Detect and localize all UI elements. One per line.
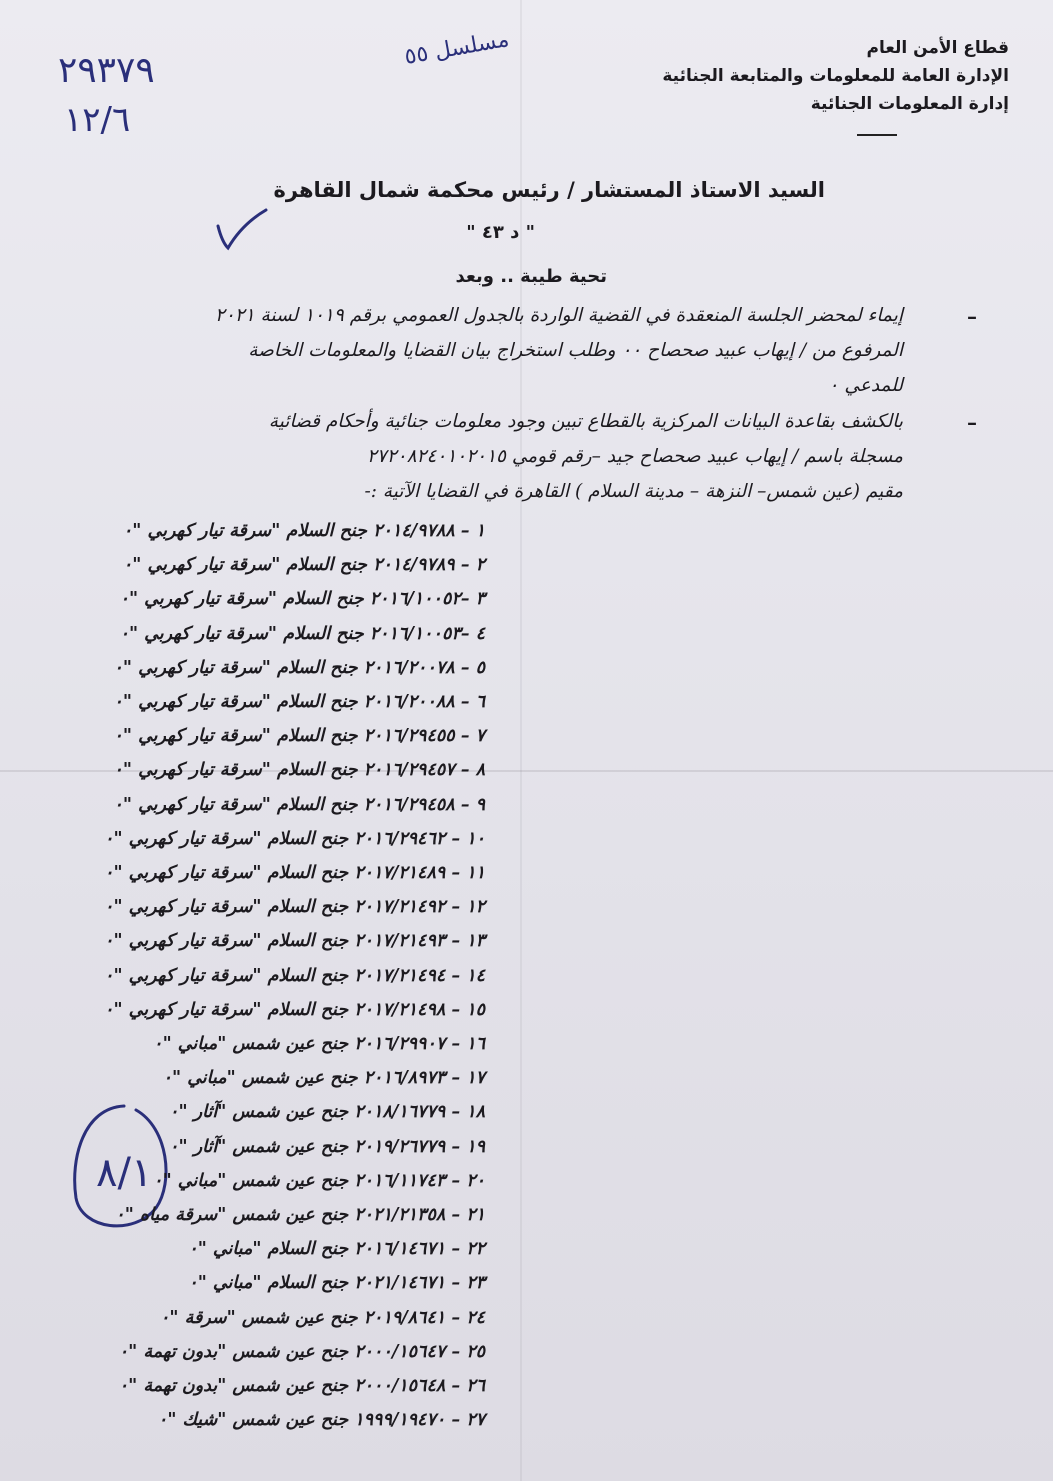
case-item: ٢٤ – ٢٠١٩/٨٦٤١ جنح عين شمس "سرقة "٠ xyxy=(159,1307,485,1328)
case-item: ٢٥ – ٢٠٠٠/١٥٦٤٧ جنح عين شمس "بدون تهمة "٠ xyxy=(118,1341,485,1362)
case-item: ١٠ – ٢٠١٦/٢٩٤٦٢ جنح السلام "سرقة تيار كهربي "٠ xyxy=(104,828,485,849)
handwritten-number: ٢٩٣٧٩ xyxy=(58,50,155,91)
case-item: ٢ – ٢٠١٤/٩٧٨٩ جنح السلام "سرقة تيار كهربي "٠ xyxy=(122,555,485,576)
reference-code: " د ٤٣ " xyxy=(466,222,535,243)
case-item: ٢٣ – ٢٠٢١/١٤٦٧١ جنح السلام "مباني "٠ xyxy=(188,1273,485,1294)
case-item: ٢٦ – ٢٠٠٠/١٥٦٤٨ جنح عين شمس "بدون تهمة "٠ xyxy=(118,1376,485,1397)
letterhead-department: إدارة المعلومات الجنائية xyxy=(810,94,1009,114)
case-item: ٧ – ٢٠١٦/٢٩٤٥٥ جنح السلام "سرقة تيار كهربي "٠ xyxy=(113,726,485,747)
case-item: ٥ – ٢٠١٦/٢٠٠٧٨ جنح السلام "سرقة تيار كهربي "٠ xyxy=(113,657,485,678)
case-item: ١١ – ٢٠١٧/٢١٤٨٩ جنح السلام "سرقة تيار كهربي "٠ xyxy=(104,863,485,884)
handwritten-check-icon xyxy=(212,204,272,254)
case-item: ١٨ – ٢٠١٨/١٦٧٧٩ جنح عين شمس "آثار "٠ xyxy=(169,1102,485,1123)
bullet-dash: – xyxy=(967,304,977,328)
paragraph-line: للمدعي ٠ xyxy=(828,375,903,396)
letterhead-sector: قطاع الأمن العام xyxy=(866,38,1009,58)
handwritten-circled-text: ٨/١ xyxy=(96,1150,153,1196)
case-item: ٦ – ٢٠١٦/٢٠٠٨٨ جنح السلام "سرقة تيار كهربي "٠ xyxy=(113,692,485,713)
case-item: ٢١ – ٢٠٢١/٢١٣٥٨ جنح عين شمس "سرقة مياه "٠ xyxy=(115,1205,485,1226)
case-item: ١٢ – ٢٠١٧/٢١٤٩٢ جنح السلام "سرقة تيار كهربي "٠ xyxy=(104,897,485,918)
addressee: السيد الاستاذ المستشار / رئيس محكمة شمال القاهرة xyxy=(273,178,825,202)
paragraph-line: مقيم (عين شمس– النزهة – مدينة السلام ) القاهرة في القضايا الآتية :- xyxy=(364,481,903,502)
paragraph-reference xyxy=(103,298,903,403)
case-item: ٢٢ – ٢٠١٦/١٤٦٧١ جنح السلام "مباني "٠ xyxy=(188,1239,485,1260)
case-item: ١٥ – ٢٠١٧/٢١٤٩٨ جنح السلام "سرقة تيار كهربي "٠ xyxy=(104,999,485,1020)
paragraph-line: المرفوع من / إيهاب عبيد صحصاح ٠٠ وطلب استخراج بيان القضايا والمعلومات الخاصة xyxy=(248,340,903,361)
paragraph-findings xyxy=(103,404,903,509)
case-item: ١٦ – ٢٠١٦/٢٩٩٠٧ جنح عين شمس "مباني "٠ xyxy=(153,1034,485,1055)
case-item: ٩ – ٢٠١٦/٢٩٤٥٨ جنح السلام "سرقة تيار كهربي "٠ xyxy=(113,794,485,815)
letterhead-general-directorate: الإدارة العامة للمعلومات والمتابعة الجنائية xyxy=(662,66,1009,86)
case-list xyxy=(104,514,485,1437)
handwritten-note: مسلسل ٥٥ xyxy=(402,27,511,70)
case-item: ١ – ٢٠١٤/٩٧٨٨ جنح السلام "سرقة تيار كهربي "٠ xyxy=(122,521,485,541)
paragraph-line: إيماء لمحضر الجلسة المنعقدة في القضية الواردة بالجدول العمومي برقم ١٠١٩ لسنة ٢٠٢١ xyxy=(214,305,903,326)
case-item: ١٧ – ٢٠١٦/٨٩٧٣ جنح عين شمس "مباني "٠ xyxy=(162,1068,485,1089)
handwritten-date: ١٢/٦ xyxy=(64,100,131,140)
paragraph-line: مسجلة باسم / إيهاب عبيد صحصاح جيد –رقم قومي ٢٧٢٠٨٢٤٠١٠٢٠١٥ xyxy=(366,446,903,467)
case-item: ١٤ – ٢٠١٧/٢١٤٩٤ جنح السلام "سرقة تيار كهربي "٠ xyxy=(104,965,485,986)
case-item: ٢٠ – ٢٠١٦/١١٧٤٣ جنح عين شمس "مباني "٠ xyxy=(153,1170,485,1191)
letterhead xyxy=(629,34,1009,118)
case-item: ١٩ – ٢٠١٩/٢٦٧٧٩ جنح عين شمس "آثار "٠ xyxy=(169,1136,485,1157)
greeting: تحية طيبة .. وبعد xyxy=(455,266,607,287)
case-item: ٣ –٢٠١٦/١٠٠٥٢ جنح السلام "سرقة تيار كهربي "٠ xyxy=(119,589,485,610)
case-item: ١٣ – ٢٠١٧/٢١٤٩٣ جنح السلام "سرقة تيار كهربي "٠ xyxy=(104,931,485,952)
case-item: ٢٧ – ١٩٩٩/١٩٤٧٠ جنح عين شمس "شيك "٠ xyxy=(157,1410,485,1431)
letterhead-underline xyxy=(857,134,897,136)
case-item: ٤ –٢٠١٦/١٠٠٥٣ جنح السلام "سرقة تيار كهربي "٠ xyxy=(119,623,485,644)
case-item: ٨ – ٢٠١٦/٢٩٤٥٧ جنح السلام "سرقة تيار كهربي "٠ xyxy=(113,760,485,781)
bullet-dash: – xyxy=(967,410,977,434)
paragraph-line: بالكشف بقاعدة البيانات المركزية بالقطاع تبين وجود معلومات جنائية وأحكام قضائية xyxy=(268,411,903,432)
